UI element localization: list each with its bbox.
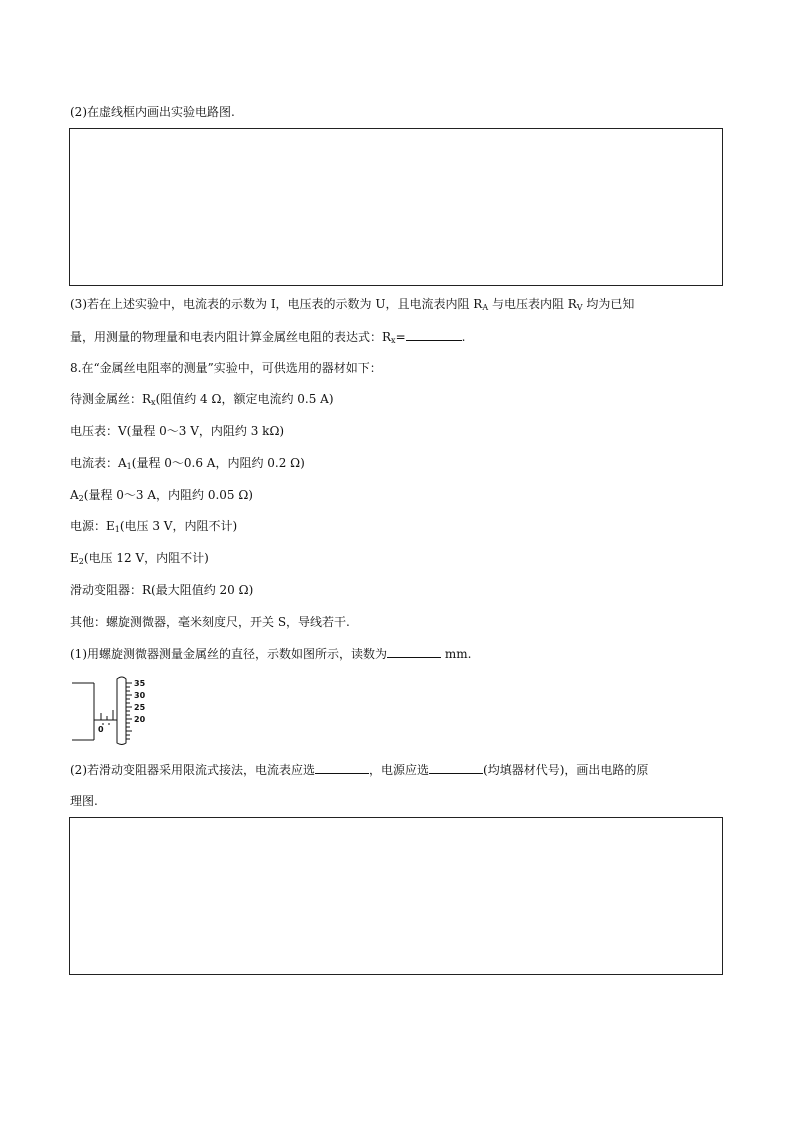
item-ammeter-a1: 电流表：$A_1$(量程 0～0.6 A，内阻约 0.2 Ω) xyxy=(70,456,305,471)
scale-30: 30 xyxy=(134,691,146,700)
q7-part3-line2: 量，用测量的物理量和电表内阻计算金属丝电阻的表达式：$R_x=$ . xyxy=(70,330,466,345)
answer-blank-reading[interactable] xyxy=(387,645,441,658)
answer-blank-rx[interactable] xyxy=(406,328,462,341)
scale-35: 35 xyxy=(134,679,146,688)
q8-part2-line2: 理图. xyxy=(70,794,98,808)
item-source-e1: 电源：$E_1$(电压 3 V，内阻不计) xyxy=(70,519,238,534)
scale-20: 20 xyxy=(134,715,146,724)
q8-part2-line1: (2)若滑动变阻器采用限流式接法，电流表应选 ，电源应选 (均填器材代号)，画出电路的原 xyxy=(70,763,649,777)
circuit-drawing-box-1 xyxy=(69,128,723,286)
circuit-drawing-box-2 xyxy=(69,817,723,975)
item-other: 其他：螺旋测微器，毫米刻度尺，开关 S，导线若干. xyxy=(70,615,350,629)
item-rheostat: 滑动变阻器：R(最大阻值约 20 Ω) xyxy=(70,583,254,597)
item-wire: 待测金属丝：$R_x$(阻值约 4 Ω，额定电流约 0.5 A) xyxy=(70,392,334,407)
item-voltmeter: 电压表：V(量程 0～3 V，内阻约 3 kΩ) xyxy=(70,424,285,438)
q8-title: 8.在“金属丝电阻率的测量”实验中，可供选用的器材如下： xyxy=(70,361,382,375)
item-ammeter-a2: $A_2$(量程 0～3 A，内阻约 0.05 Ω) xyxy=(70,488,253,503)
answer-blank-source[interactable] xyxy=(429,761,483,774)
item-source-e2: $E_2$(电压 12 V，内阻不计) xyxy=(70,551,209,566)
q7-part3-line1: (3)若在上述实验中，电流表的示数为 I，电压表的示数为 U，且电流表内阻 $R_A$ 与电压表内阻 $R_V$ 均为已知 xyxy=(70,297,635,312)
q8-part1: (1)用螺旋测微器测量金属丝的直径，示数如图所示，读数为 mm. xyxy=(70,647,472,661)
scale-25: 25 xyxy=(134,703,146,712)
q7-part2-text: (2)在虚线框内画出实验电路图. xyxy=(70,105,235,119)
answer-blank-ammeter[interactable] xyxy=(315,761,369,774)
micrometer-figure xyxy=(70,673,160,745)
scale-zero: 0 xyxy=(98,725,104,734)
